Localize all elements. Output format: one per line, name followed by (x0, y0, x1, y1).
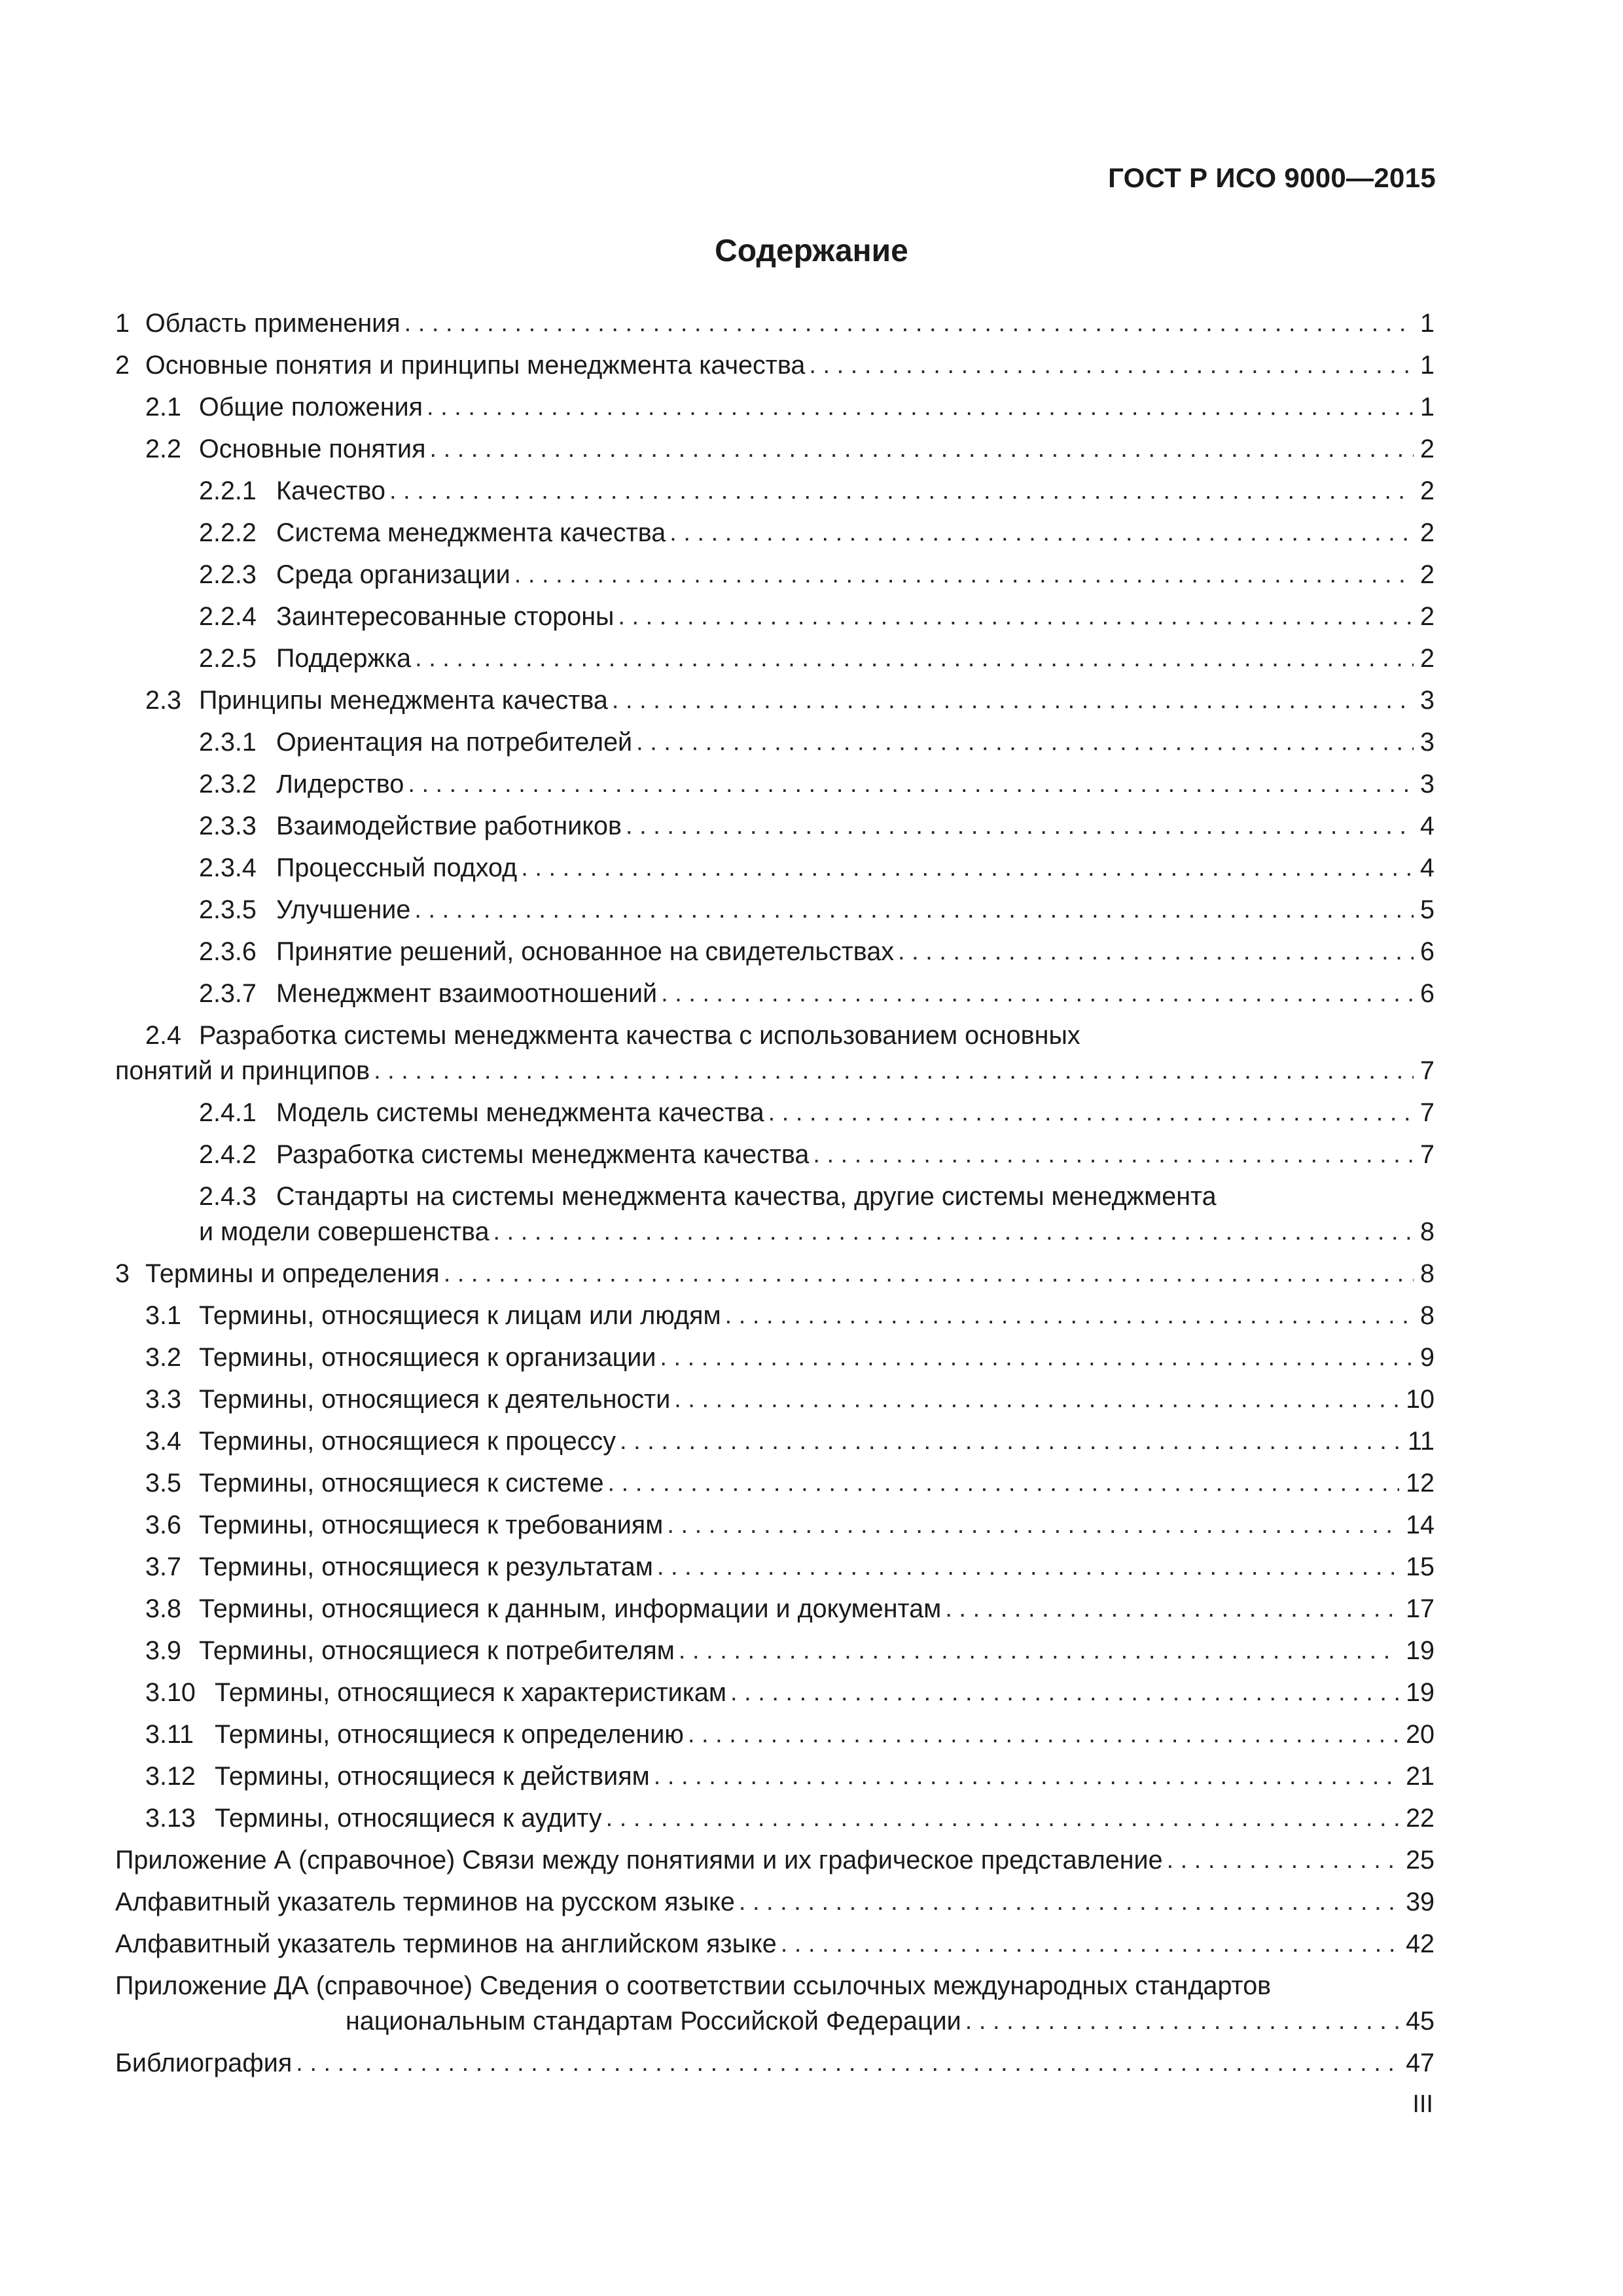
toc-entry-page: 6 (1420, 979, 1435, 1008)
toc-entry[interactable] (115, 847, 1435, 889)
dot-leader (389, 470, 1414, 512)
toc-entry[interactable] (115, 1839, 1435, 1881)
toc-entry-page: 6 (1420, 937, 1435, 966)
page-number: III (1412, 2090, 1433, 2118)
toc-entry[interactable] (115, 1253, 1435, 1295)
toc-entry[interactable] (115, 1923, 1435, 1965)
toc-entry-title: Разработка системы менеджмента качества с использованием основных (199, 1021, 1080, 1050)
toc-entry[interactable] (115, 1881, 1435, 1923)
toc-entry-number: 3.13 (145, 1804, 196, 1833)
toc-entry[interactable] (115, 1378, 1435, 1420)
toc-entry-page: 7 (1420, 1056, 1435, 1085)
toc-entry-number: 2.2.3 (199, 560, 257, 589)
toc-entry[interactable] (115, 1546, 1435, 1588)
toc-entry-page: 3 (1420, 728, 1435, 757)
toc-entry-number: 3.7 (145, 1552, 181, 1581)
toc-entry-title: Модель системы менеджмента качества (276, 1098, 764, 1127)
toc-entry-page: 7 (1420, 1140, 1435, 1169)
toc-entry-title: Приложение А (справочное) Связи между понятиями и их графическое представление (115, 1846, 1163, 1874)
toc-entry-title: Область применения (145, 309, 401, 338)
toc-entry-page: 17 (1406, 1594, 1435, 1623)
toc-entry-number: 2.3.1 (199, 728, 257, 757)
dot-leader (654, 1755, 1399, 1797)
toc-entry-page: 8 (1420, 1217, 1435, 1246)
toc-entry-title: Термины, относящиеся к организации (199, 1343, 656, 1372)
toc-entry-title: Общие положения (199, 393, 423, 422)
toc-entry-title: Термины, относящиеся к процессу (199, 1427, 616, 1456)
toc-entry[interactable] (115, 386, 1435, 428)
toc-entry-number: 3.10 (145, 1678, 196, 1707)
toc-entry-number: 2.2.2 (199, 518, 257, 547)
dot-leader (444, 1253, 1414, 1295)
toc-entry-title: Основные понятия (199, 435, 426, 463)
toc-entry-number: 2.3.7 (199, 979, 257, 1008)
toc-entry[interactable] (115, 1462, 1435, 1504)
toc-entry-page: 2 (1420, 518, 1435, 547)
toc-entry-number: 2.2.1 (199, 476, 257, 505)
dot-leader (296, 2042, 1399, 2084)
toc-entry-title: Качество (276, 476, 386, 505)
toc-entry[interactable] (115, 596, 1435, 637)
toc-entry-number: 3.9 (145, 1636, 181, 1665)
toc-entry-title: Лидерство (276, 770, 404, 798)
toc-entry-title: Термины, относящиеся к требованиям (199, 1511, 664, 1539)
toc-entry[interactable] (115, 679, 1435, 721)
dot-leader (739, 1881, 1399, 1923)
toc-entry[interactable] (115, 2042, 1435, 2084)
toc-entry[interactable] (115, 1295, 1435, 1336)
toc-entry[interactable] (115, 973, 1435, 1014)
dot-leader (730, 1672, 1399, 1713)
toc-entry[interactable] (115, 889, 1435, 931)
dot-leader (1167, 1839, 1400, 1881)
toc-entry-number: 3 (115, 1259, 130, 1288)
toc-entry-title: Термины, относящиеся к определению (215, 1720, 684, 1749)
toc-entry-number: 3.1 (145, 1301, 181, 1330)
toc-entry-title: Термины, относящиеся к системе (199, 1469, 604, 1498)
toc-entry-title: Заинтересованные стороны (276, 602, 615, 631)
toc-entry-title: и модели совершенства (199, 1217, 490, 1246)
toc-entry[interactable] (115, 1630, 1435, 1672)
toc-entry-title: Разработка системы менеджмента качества (276, 1140, 810, 1169)
toc-entry-page: 1 (1420, 309, 1435, 338)
dot-leader (768, 1092, 1414, 1134)
toc-entry[interactable] (115, 1755, 1435, 1797)
toc-entry-page: 3 (1420, 686, 1435, 715)
toc-entry-number: 3.11 (145, 1720, 194, 1749)
dot-leader (414, 889, 1414, 931)
toc-entry-page: 8 (1420, 1301, 1435, 1330)
toc-entry-title: Среда организации (276, 560, 510, 589)
toc-entry-number: 2.4.2 (199, 1140, 257, 1169)
dot-leader (679, 1630, 1399, 1672)
toc-entry[interactable] (115, 1504, 1435, 1546)
dot-leader (408, 763, 1414, 805)
toc-entry-title: Термины, относящиеся к результатам (199, 1552, 653, 1581)
toc-entry-title: Менеджмент взаимоотношений (276, 979, 658, 1008)
toc-entry[interactable] (115, 1797, 1435, 1839)
dot-leader (521, 847, 1414, 889)
toc-entry-number: 2.4.1 (199, 1098, 257, 1127)
dot-leader (612, 679, 1414, 721)
toc-entry[interactable] (115, 470, 1435, 512)
toc-entry[interactable] (115, 721, 1435, 763)
dot-leader (608, 1462, 1400, 1504)
toc-entry-page: 25 (1406, 1846, 1435, 1874)
page-title: Содержание (715, 234, 908, 268)
toc-entry-number: 2.2.5 (199, 644, 257, 673)
toc-entry[interactable] (115, 1134, 1435, 1175)
toc-entry[interactable] (115, 931, 1435, 973)
toc-entry[interactable] (115, 1713, 1435, 1755)
toc-entry-number: 1 (115, 309, 130, 338)
toc-entry-page: 42 (1406, 1929, 1435, 1958)
dot-leader (667, 1504, 1399, 1546)
dot-leader (725, 1295, 1414, 1336)
toc-entry-title: Термины, относящиеся к характеристикам (215, 1678, 726, 1707)
toc-entry[interactable] (115, 1014, 1435, 1092)
toc-entry-title: Взаимодействие работников (276, 812, 622, 840)
toc-entry-number: 2.1 (145, 393, 181, 422)
dot-leader (669, 512, 1414, 554)
dot-leader (657, 1546, 1399, 1588)
toc-entry-title: Процессный подход (276, 853, 518, 882)
toc-entry-page: 1 (1420, 351, 1435, 380)
toc-entry[interactable] (115, 1672, 1435, 1713)
toc-entry-page: 2 (1420, 435, 1435, 463)
dot-leader (493, 1211, 1414, 1253)
toc-entry-page: 9 (1420, 1343, 1435, 1372)
dot-leader (636, 721, 1414, 763)
toc-entry-number: 3.8 (145, 1594, 181, 1623)
toc-entry-title: Принятие решений, основанное на свидетельствах (276, 937, 895, 966)
toc-entry-title: Система менеджмента качества (276, 518, 666, 547)
standard-id: ГОСТ Р ИСО 9000—2015 (1108, 162, 1436, 193)
toc-entry-number: 2.3.5 (199, 895, 257, 924)
toc-entry-page: 21 (1406, 1762, 1435, 1791)
toc-entry-number: 2.4 (145, 1021, 181, 1050)
toc-entry[interactable] (115, 1175, 1435, 1253)
toc-entry-title: Алфавитный указатель терминов на русском языке (115, 1888, 735, 1916)
toc-entry-page: 19 (1406, 1636, 1435, 1665)
toc-entry-page: 1 (1420, 393, 1435, 422)
toc-entry[interactable] (115, 302, 1435, 344)
toc-entry-number: 2.3.4 (199, 853, 257, 882)
dot-leader (415, 637, 1414, 679)
toc-entry-number: 3.12 (145, 1762, 196, 1791)
toc-entry[interactable] (115, 763, 1435, 805)
dot-leader (427, 386, 1414, 428)
dot-leader (660, 1336, 1414, 1378)
toc-entry[interactable] (115, 1965, 1435, 2042)
toc-entry-page: 8 (1420, 1259, 1435, 1288)
toc-entry[interactable] (115, 1588, 1435, 1630)
dot-leader (404, 302, 1414, 344)
toc-entry-title: Термины, относящиеся к потребителям (199, 1636, 675, 1665)
toc-entry-title: Приложение ДА (справочное) Сведения о соответствии ссылочных международных стандартов (115, 1971, 1272, 2000)
toc-entry-title: национальным стандартам Российской Федерации (346, 2007, 961, 2036)
toc-entry[interactable] (115, 1420, 1435, 1462)
toc-entry-title: Термины, относящиеся к действиям (215, 1762, 650, 1791)
toc-entry-page: 7 (1420, 1098, 1435, 1127)
dot-leader (965, 2000, 1399, 2042)
dot-leader (374, 1050, 1414, 1092)
dot-leader (618, 596, 1414, 637)
dot-leader (626, 805, 1414, 847)
toc-entry-title: Термины, относящиеся к деятельности (199, 1385, 671, 1414)
dot-leader (674, 1378, 1399, 1420)
toc-entry-number: 2.3 (145, 686, 181, 715)
dot-leader (430, 428, 1414, 470)
toc-entry[interactable] (115, 554, 1435, 596)
toc-entry-page: 2 (1420, 644, 1435, 673)
dot-leader (606, 1797, 1399, 1839)
toc-entry-title: Ориентация на потребителей (276, 728, 633, 757)
toc-entry-number: 2.4.3 (199, 1182, 257, 1211)
toc-entry-page: 45 (1406, 2007, 1435, 2036)
toc-entry-page: 4 (1420, 853, 1435, 882)
dot-leader (514, 554, 1414, 596)
toc-entry-number: 3.6 (145, 1511, 181, 1539)
toc-entry-page: 39 (1406, 1888, 1435, 1916)
toc-entry-title: Термины, относящиеся к данным, информации и документам (199, 1594, 942, 1623)
toc-entry-title: Термины и определения (145, 1259, 440, 1288)
dot-leader (945, 1588, 1399, 1630)
toc-entry-number: 2.2 (145, 435, 181, 463)
toc-entry-page: 4 (1420, 812, 1435, 840)
toc-entry-number: 3.5 (145, 1469, 181, 1498)
toc-entry-number: 2.3.6 (199, 937, 257, 966)
toc-entry-number: 3.3 (145, 1385, 181, 1414)
toc-entry-page: 19 (1406, 1678, 1435, 1707)
toc-entry-title: Библиография (115, 2049, 293, 2077)
toc-entry-page: 12 (1406, 1469, 1435, 1498)
toc-entry-number: 2.3.2 (199, 770, 257, 798)
toc-entry-page: 22 (1406, 1804, 1435, 1833)
toc-entry-page: 15 (1406, 1552, 1435, 1581)
dot-leader (781, 1923, 1399, 1965)
toc-entry-page: 3 (1420, 770, 1435, 798)
toc-entry-page: 2 (1420, 602, 1435, 631)
dot-leader (898, 931, 1414, 973)
toc-entry-title: Стандарты на системы менеджмента качества, другие системы менеджмента (276, 1182, 1217, 1211)
dot-leader (661, 973, 1414, 1014)
toc-entry-page: 2 (1420, 476, 1435, 505)
toc-entry-title: Основные понятия и принципы менеджмента качества (145, 351, 806, 380)
toc-entry[interactable] (115, 805, 1435, 847)
toc-entry-page: 47 (1406, 2049, 1435, 2077)
toc-entry-page: 11 (1407, 1427, 1435, 1456)
toc-entry-page: 20 (1406, 1720, 1435, 1749)
toc-entry-title: Принципы менеджмента качества (199, 686, 608, 715)
toc-entry-page: 14 (1406, 1511, 1435, 1539)
toc-entry-number: 2 (115, 351, 130, 380)
toc-entry-number: 3.4 (145, 1427, 181, 1456)
toc-entry-number: 2.2.4 (199, 602, 257, 631)
toc-entry-title: Термины, относящиеся к лицам или людям (199, 1301, 721, 1330)
toc-entry[interactable] (115, 512, 1435, 554)
toc-entry-title: Термины, относящиеся к аудиту (215, 1804, 602, 1833)
toc-entry[interactable] (115, 1336, 1435, 1378)
dot-leader (813, 1134, 1414, 1175)
table-of-contents (115, 302, 1435, 2084)
dot-leader (809, 344, 1414, 386)
toc-entry-page: 10 (1406, 1385, 1435, 1414)
toc-entry-page: 5 (1420, 895, 1435, 924)
toc-entry-title: Поддержка (276, 644, 412, 673)
toc-entry-title: Алфавитный указатель терминов на английском языке (115, 1929, 777, 1958)
toc-entry-page: 2 (1420, 560, 1435, 589)
toc-entry-title: понятий и принципов (115, 1056, 370, 1085)
toc-entry-title: Улучшение (276, 895, 411, 924)
dot-leader (620, 1420, 1401, 1462)
toc-entry[interactable] (115, 344, 1435, 386)
toc-entry[interactable] (115, 637, 1435, 679)
toc-entry[interactable] (115, 1092, 1435, 1134)
toc-entry-number: 3.2 (145, 1343, 181, 1372)
toc-entry-number: 2.3.3 (199, 812, 257, 840)
dot-leader (688, 1713, 1399, 1755)
toc-entry[interactable] (115, 428, 1435, 470)
